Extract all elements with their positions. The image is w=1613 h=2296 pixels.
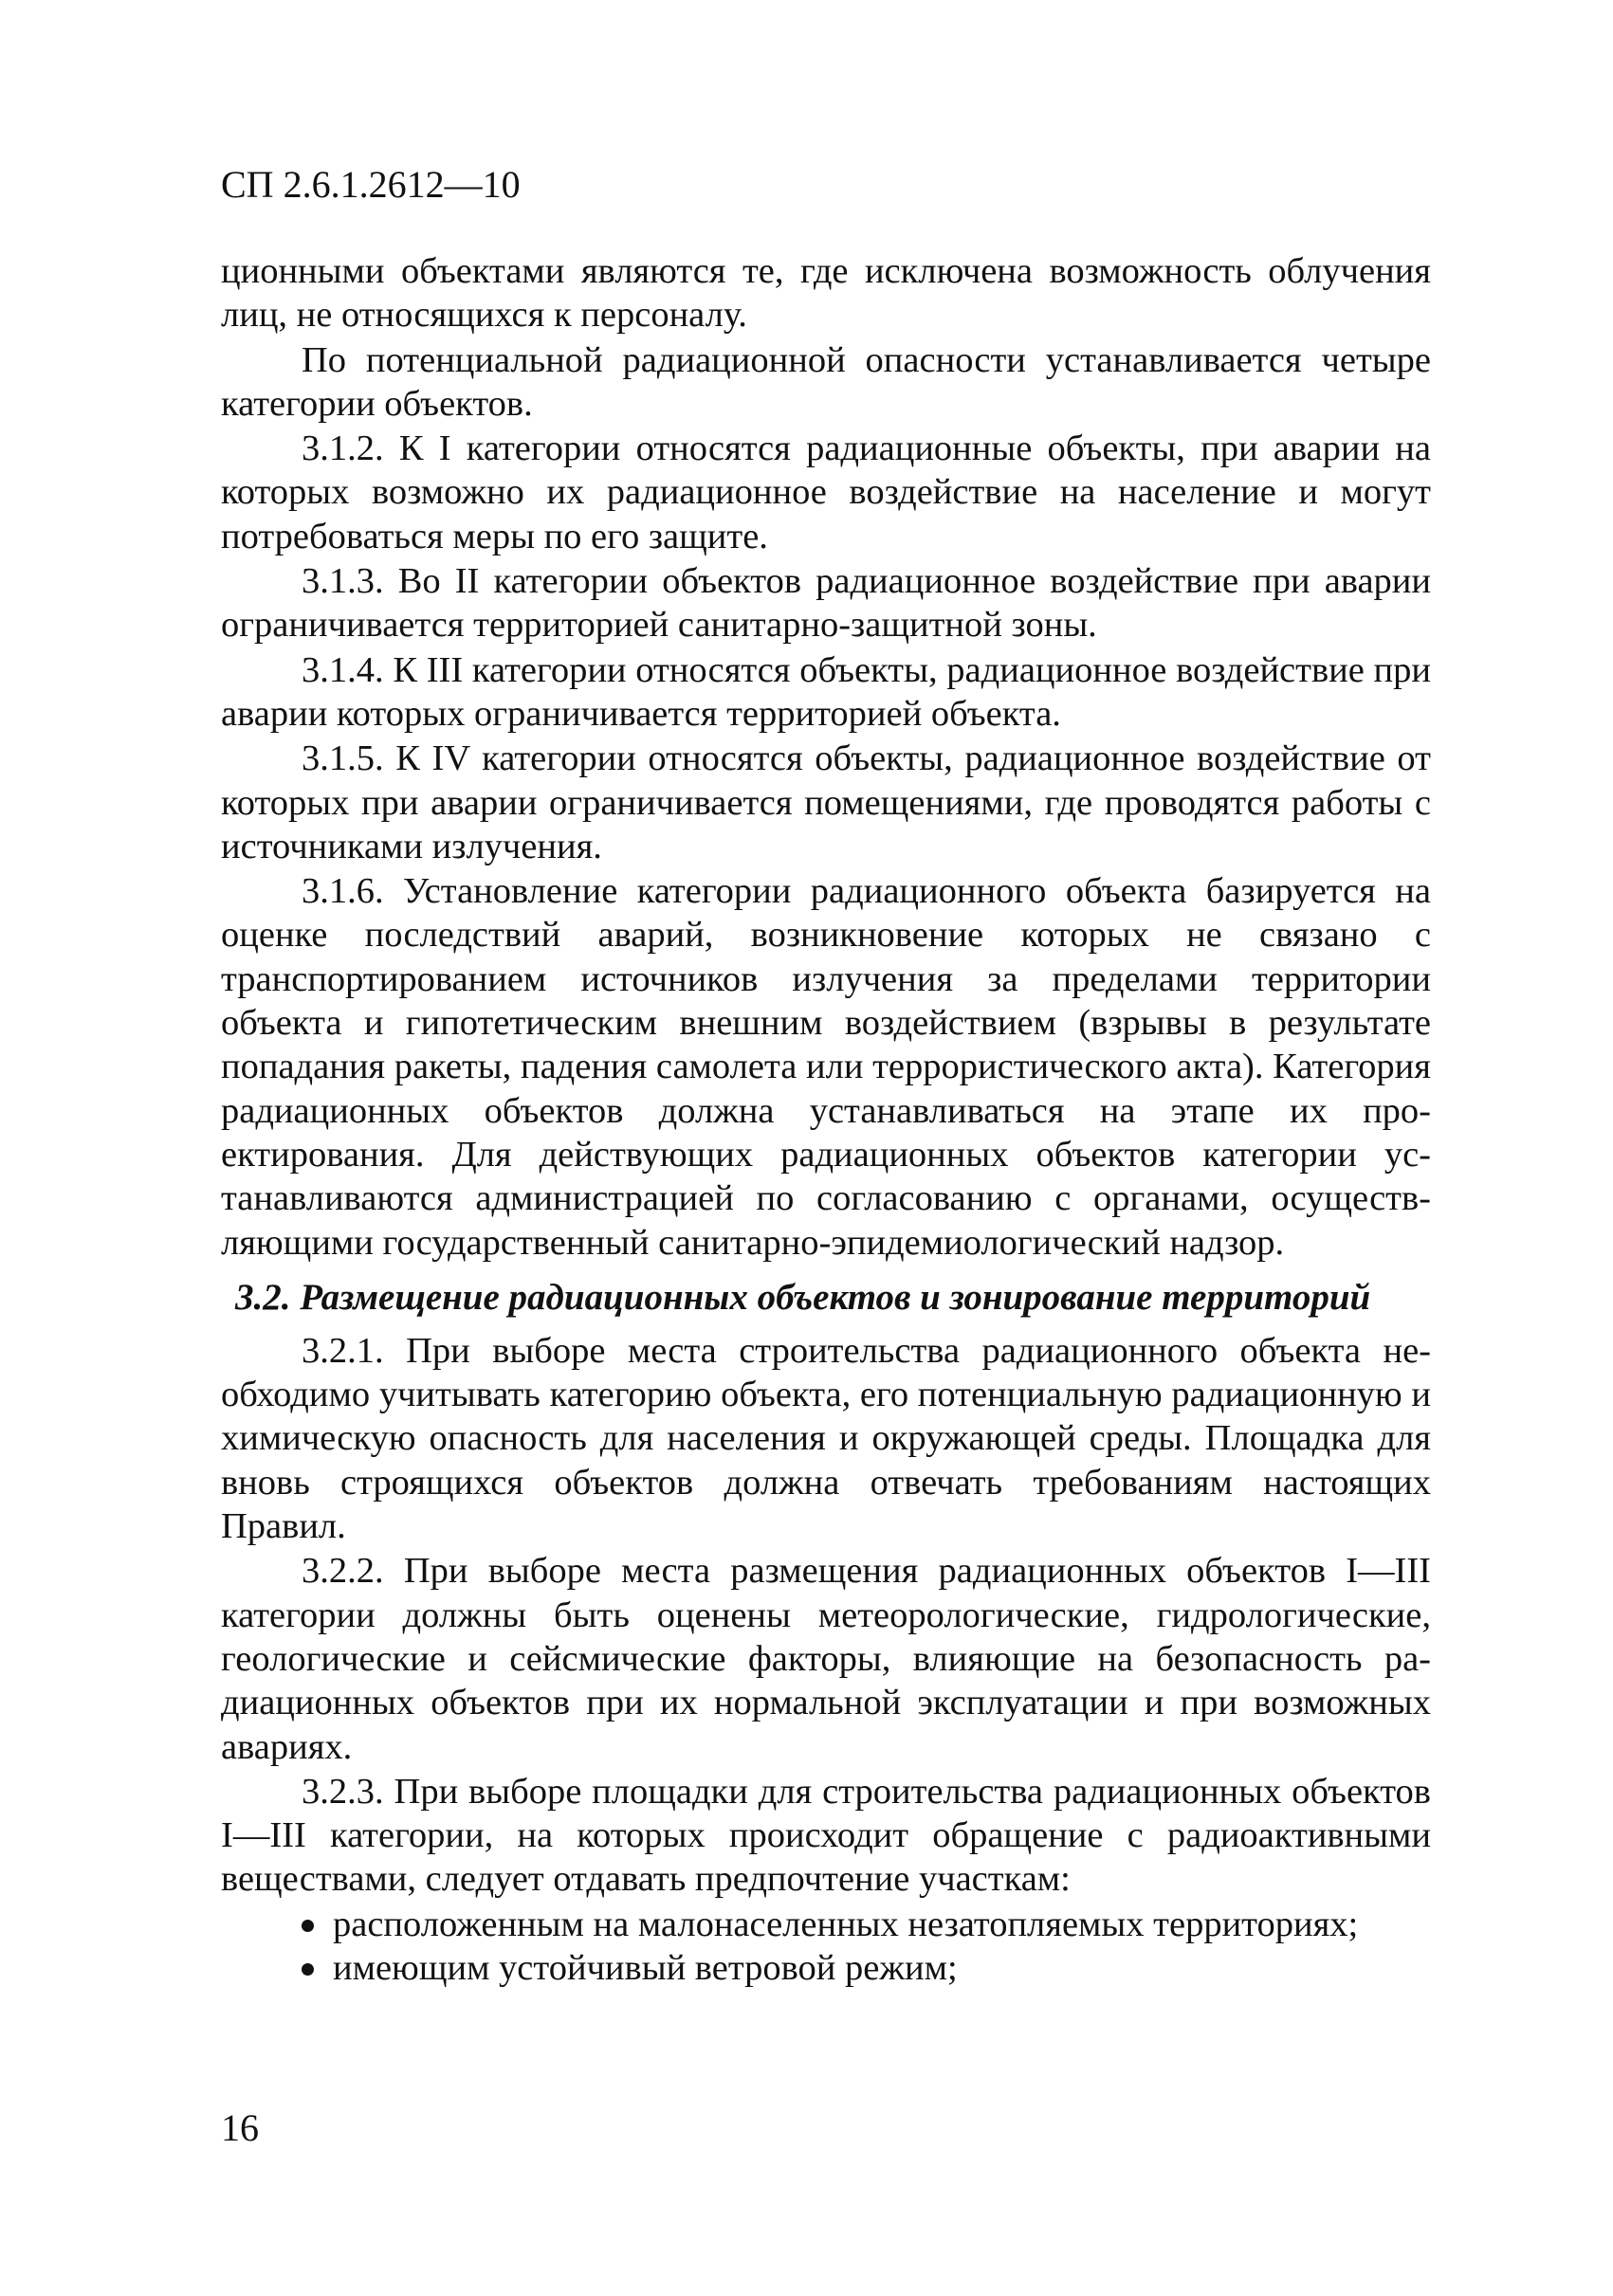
page-body [221,249,1431,1990]
paragraph-continuation: ционными объектами являются те, где исключена возможность облучения лиц, не относящихся к персоналу. [221,251,1431,336]
paragraph-categories-intro: По потенциальной радиационной опасности устанавливается четыре категории объектов. [221,339,1431,424]
list-item-text: имеющим устойчивый ветровой режим; [333,1947,958,1988]
list-item-text: расположенным на малонаселенных незатопляемых территориях; [333,1904,1359,1944]
paragraph-3-2-2: 3.2.2. При выборе места размещения радиационных объектов I—III категории должны быть оценены метеорологические, гидрологические, геологические и сейсмические факторы, влияющие на безопасность радиационных объектов при их нормальной эксплуатации и при возможных авариях. [221,1551,1431,1767]
paragraph-3-2-1: 3.2.1. При выборе места строительства радиационного объекта необходимо учитывать категорию объекта, его потенциальную радиационную и химическую опасность для населения и окружающей среды. Площадка для вновь строящихся объектов должна отвечать требованиям настоящих Правил. [221,1330,1431,1547]
paragraph-3-1-4: 3.1.4. К III категории относятся объекты, радиационное воздействие при аварии которых ограничивается территорией объекта. [221,649,1431,734]
paragraph-3-1-3: 3.1.3. Во II категории объектов радиационное воздействие при аварии ограничивается территорией санитарно-защитной зоны. [221,561,1431,646]
page-number: 16 [221,2106,259,2149]
paragraph-3-1-2: 3.1.2. К I категории относятся радиационные объекты, при аварии на которых возможно их радиационное воздействие на население и могут потребоваться меры по его защите. [221,428,1431,556]
bullet-icon [302,1963,314,1976]
paragraph-3-2-3: 3.2.3. При выборе площадки для строительства радиационных объектов I—III категории, на которых происходит обращение с радиоактивными веществами, следует отдавать предпочтение участкам: [221,1771,1431,1900]
document-code-header: СП 2.6.1.2612—10 [221,163,521,206]
list-item [221,1946,1431,1990]
site-preference-list [221,1903,1431,1991]
paragraph-3-1-5: 3.1.5. К IV категории относятся объекты, радиационное воздействие от которых при аварии ограничивается помещениями, где проводятся работы с источниками излучения. [221,738,1431,866]
paragraph-3-1-6: 3.1.6. Установление категории радиационного объекта базируется на оценке последствий аварий, возникновение которых не связано с транспортированием источников излучения за пределами территории объекта и гипотетическим внешним воздействием (взрывы в результате попадания ракеты, падения самолета или террористического акта). Категория радиационных объектов должна устанавливаться на этапе их проектирования. Для действующих радиационных объектов категории устанавливаются администрацией по согласованию с органами, осуществляющими государственный санитарно-эпидемиологический надзор. [221,871,1431,1263]
bullet-icon [302,1920,314,1932]
section-heading-3-2: 3.2. Размещение радиационных объектов и зонирование территорий [235,1276,1371,1318]
list-item [221,1903,1431,1946]
